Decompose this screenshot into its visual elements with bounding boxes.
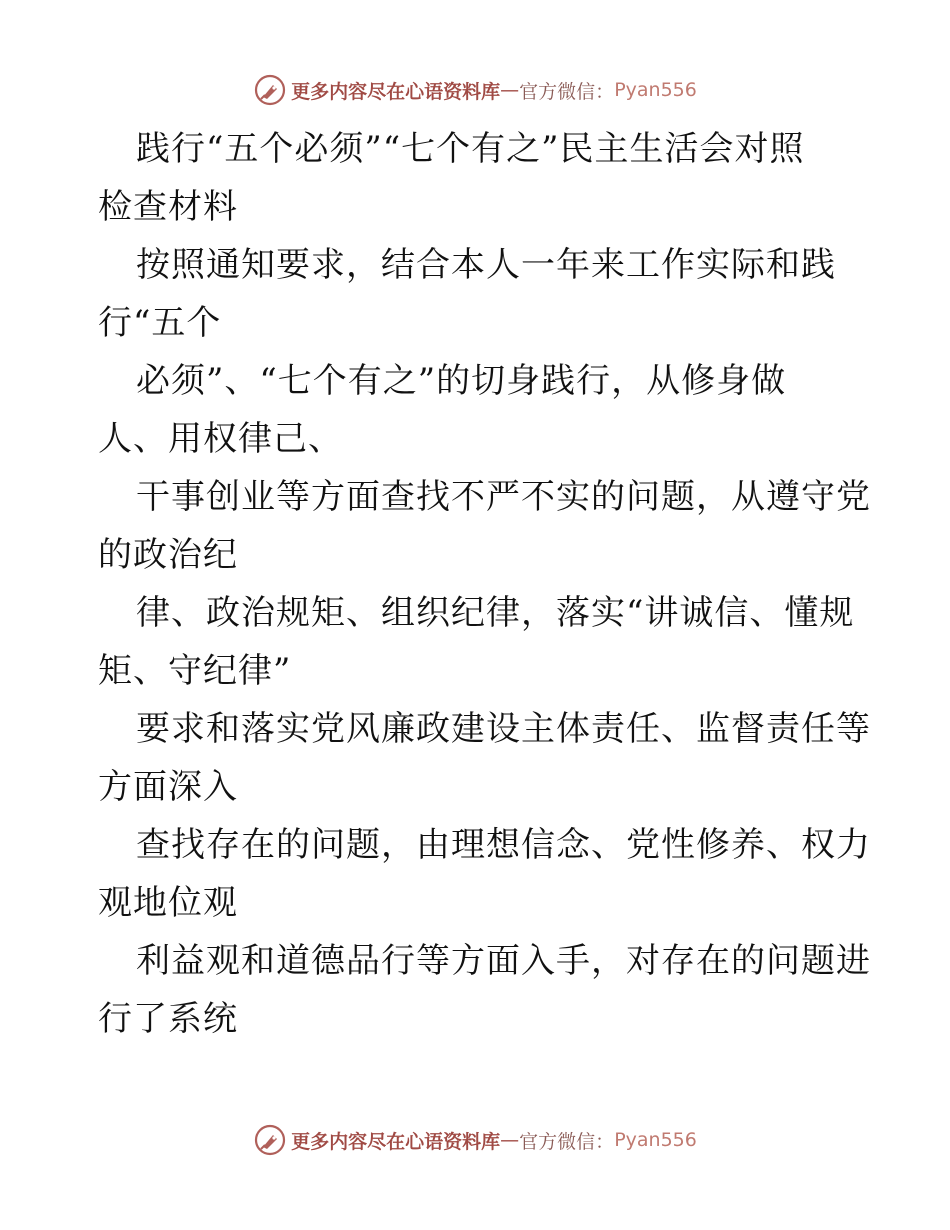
- text-line: 行了系统: [98, 999, 238, 1039]
- text-line: 律、政治规矩、组织纪律，落实“讲诚信、懂规: [136, 593, 855, 633]
- watermark-wechat-label: 官方微信：: [519, 1130, 615, 1153]
- text-line: 要求和落实党风廉政建设主体责任、监督责任等: [136, 709, 871, 749]
- text-line: 的政治纪: [98, 535, 238, 575]
- header-watermark: [0, 70, 950, 110]
- pen-nib-logo-icon: [253, 1123, 287, 1157]
- text-line: 人、用权律己、: [98, 419, 343, 459]
- text-line: 方面深入: [98, 767, 238, 807]
- text-line: 检查材料: [98, 187, 238, 227]
- watermark-main-text: 更多内容尽在心语资料库: [291, 80, 501, 103]
- text-line: 查找存在的问题，由理想信念、党性修养、权力: [136, 825, 871, 865]
- text-line: 行“五个: [98, 303, 222, 343]
- watermark-main-text: 更多内容尽在心语资料库: [291, 1130, 501, 1153]
- text-line: 观地位观: [98, 883, 238, 923]
- document-body: [98, 120, 871, 1048]
- text-line: 按照通知要求，结合本人一年来工作实际和践: [136, 245, 836, 285]
- watermark-wechat-label: 官方微信：: [519, 80, 615, 103]
- text-line: 矩、守纪律”: [98, 651, 292, 691]
- text-line: 践行“五个必须”“七个有之”民主生活会对照: [136, 129, 805, 169]
- pen-nib-logo-icon: [253, 73, 287, 107]
- text-line: 利益观和道德品行等方面入手，对存在的问题进: [136, 941, 871, 981]
- watermark-wechat-id: Pyan556: [614, 79, 697, 101]
- text-line: 必须”、“七个有之”的切身践行，从修身做: [136, 361, 787, 401]
- watermark-separator: —: [500, 1129, 520, 1151]
- text-line: 干事创业等方面查找不严不实的问题，从遵守党: [136, 477, 871, 517]
- watermark-wechat-id: Pyan556: [614, 1129, 697, 1151]
- footer-watermark: [0, 1120, 950, 1160]
- watermark-separator: —: [500, 79, 520, 101]
